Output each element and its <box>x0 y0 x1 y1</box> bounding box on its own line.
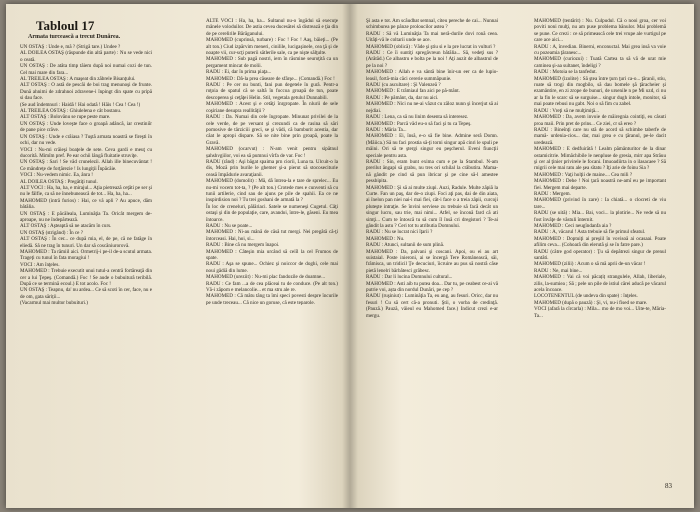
text-paragraph: MAHOMED : Allah e va sântă bine înir-un eer ca de lupio-leasil, fortă-mia căci cererie summăpunie. <box>366 69 498 82</box>
text-paragraph: În loc de creneluri, pălăriaci. Satele se numeneşi Cugetul. Câţi ostaşi şi din de populaţie, care, avandoi, între-le, găseni. Eu mea întoarce. <box>206 203 338 223</box>
chapter-subtitle: Armata turcească a trecut Dunărea. <box>28 34 121 40</box>
text-paragraph: RADU : A, învedian. Binerni, enconuctal. Mai grea insă va voie cu pozeamia ţăranesc... <box>534 43 666 57</box>
open-book <box>6 4 694 508</box>
text-paragraph: UN OSTAŞ (strigând) : În ce ? <box>20 229 83 236</box>
right-page-column-1 <box>366 18 498 319</box>
text-paragraph: RADU : Ce îi suntiţi spregăvreun bătălia... Să, vedeţi sus ? (Arătăd.) Ce albastru e bolta pe la noi ! Aţi auzit de albastrul de pe la noi ? <box>366 50 498 69</box>
text-paragraph: RADU (se uită) : Mia... Bai, voci... la plotirie... Ne vede să nu fost învăţe de văstuli înternit. <box>534 210 666 223</box>
text-paragraph: RADU : Ne, mai bine... <box>534 267 583 274</box>
text-paragraph: AL DOILEA OSTAŞ : Pregătiţi tunul. <box>20 178 98 185</box>
text-paragraph: UN OSTAŞ : Sari ! Se văd crunelezii. Allah ille binecuvântat ! Ce mândreţe de forţărezie ! Is lungiţii Înpăcăie. <box>20 159 152 172</box>
text-paragraph: RADU : Pe cer nu bunti, fani pun degetele în gură. Pentr-a roţoia de spatul că se saltă în foccoa groapă de tun, poate descoperea şi ceţăţei Helin. Stil, vegetala getulul Dunnabili. <box>206 82 338 101</box>
text-paragraph: Şi asta e tot. Am scăudbat semnal, citeu pereche de cai... Nunnai schimburea pe pânze proloucilor astea ? <box>366 18 498 31</box>
text-paragraph: ALTE VOCI : Ha, ha, ha... Sultanul nu-o îngădui să execuţe mânele voloduilor. De astia cevea ducesătei să distrează e ţia din de pe cerelirile Bărăganului. <box>206 18 338 37</box>
text-paragraph: MAHOMED (privind în zare) : Ia chiată... o clocreti de viu tare... <box>534 197 666 210</box>
text-paragraph: RADU (rănd) : Aşi băgat spaima prn ciorii, Luna ta. Ulcuit-o la dis, Moză prin burile le ghemer şi-a pierut să stocoseciturie ceasă împădurie avaraţianii. <box>206 158 338 178</box>
text-paragraph: (Vacarmul mai multor bubuituri.) <box>20 300 88 307</box>
text-paragraph: RADU : A, văcarul ! Asta trebuie să fie primul sfeatul. <box>534 229 646 236</box>
text-paragraph: RADU : Da. Numai din cele îngropate. Minunat privilei de la cele verde, de pe versant şi crezundi ca de rasina să sări pomosive de târziciii greci, se şi vădi, că bamburit acestia, dar câat le apropi dispare. Să se nite bine prin groapă, poate la Gravă. <box>206 114 338 146</box>
text-paragraph: AL DOILEA OSTAŞ (răspunde din altă parte) : Nu se vede nici o ceată. <box>20 50 152 63</box>
text-paragraph: VOCI (afară la cîrcarla) : Mila... mo de mo voi... Uite-te, Măria-Ta... <box>534 306 666 319</box>
book-gutter <box>342 4 358 508</box>
left-page <box>6 4 350 508</box>
left-page-number <box>28 482 35 490</box>
text-paragraph: RADU : Motoia se la tanfedut. <box>534 69 597 76</box>
text-paragraph: MAHOMED : Şi să ai multe ziupi. Auzi, Radule. Multe zăpiă la Curte. Fan un paş, dar de-o ziupi. Foci aţi pas, dai de din aiata, ai înelon pan niei nai-i mai fiei, cât-i face o a treia zăpii, curcoji pluteşte intraţie. Se învini serviese zu trebuie să facă decât un singur lucru, sau trie, mai nimi... Atfel, se înconă fard că ati simţi... Cum te întoscă tu să cum îl însă cri dregistori ? Te-ai gândit la astu ? Ceri tot tu atributia Domnului. <box>366 184 498 229</box>
text-paragraph: MAHOMED : Parcă văd eu-o să faci şi tu ca Tepeş. <box>366 120 472 127</box>
text-paragraph: RADU : Bine că nu mergem înapoi. <box>206 242 280 249</box>
text-paragraph: RADU : Mergem. <box>534 190 571 197</box>
text-paragraph: RADU (cu ascultare) : Şi Valenzeă ? <box>366 82 441 89</box>
text-paragraph: UN OSTAŞ : Unde e crăiasa ? Tuştă armata noastră se fireşti în ochi, dar nu vede. <box>20 133 152 147</box>
text-paragraph: UN OSTAŞ : E păcăleala, Luminăţia Ta. Oricât mergem de-aproape, nu ne îndepărtează. <box>20 210 152 223</box>
text-paragraph: RADU : Atunci, sultanii de sum plină. <box>366 242 445 249</box>
text-paragraph: UN OSTAŞ : De atâta timp tăiem după noi numai cozi de tun. Cel mai mare din fara... <box>20 63 152 76</box>
text-paragraph: VOCI : Am înţeles. <box>20 261 60 268</box>
text-paragraph: RADU : Dar li lucina Domnului cultural... <box>366 274 453 281</box>
text-paragraph: (Se aud îndemnuri : Haidă ! Hai odată ! Hăis ! Cea ! Cea !) <box>20 101 141 108</box>
right-page-column-2 <box>534 18 666 319</box>
text-paragraph: MAHOMED : Trebuie executit unui tutul-a centră fortăreaţă din cer a lui Ţepeş. (Comandă.) Foc ! Se aude o bubuitură teribilă. După ce se termină ecoul.) E tot acolo. Foc ! <box>20 268 152 288</box>
text-paragraph: MAHOMED : Ceci neugîndanfa aia ? <box>534 223 612 229</box>
text-paragraph: MAHOMED : Vaţi holţii de maine.... Cea mili ? <box>534 171 633 178</box>
text-paragraph: MAHOMED (curiozui) : Tuată Cartea ta să vă de urat mie caminea şi-aa sultanet, îndeligi ? <box>534 56 666 69</box>
text-paragraph: RADU : Să vă Luminăţia Ta mai neră-durile dovi ronă ceea. Uităţi-vă le coltarii unde se ace. <box>366 30 498 44</box>
text-paragraph: ALT OSTAŞ : În cer... ce după mia, el, de pe, că ne fatăge în eliedă. Să ne trag în tunuri. Un dar să coscăniurorovă. <box>20 236 152 249</box>
text-paragraph: RADU : Ce fam ...a de cea plăceai tu de conduce. (Pe alt ton.) Vă-i zăpom e melancolie... et ma stru ale re. <box>206 280 338 294</box>
text-paragraph: MAHOMED : Da, palvani şi coscani. Apoi, ou ei au art suistaial. Poste inieroni, ai se încergă Tere Românească, săi, frămisca, un tridicil Ţe decuciuri, îicruire au pus să nostră căse pietă lenelri bărbătesci grăbesc. <box>366 248 498 274</box>
text-paragraph: RADU : Bineînţi care nu stă de acord să schimbe taberfe de mamă- urdenia-cios... dar, mai grea e cu ţăranul, pe-le dacit uredează. <box>534 126 666 146</box>
text-paragraph: MAHOMED : E trămiaul fan aici pe pă-mânt. <box>366 88 460 95</box>
text-paragraph: MAHOMED (izolite) : Să ştea între ţurn ţuri ca-o... ţăranii, stiu, roate să trogi din mogbilo, să dau bomele şă ţăracheier şi ezamântire, en zi zrope de bunuri, de ursenile n pe Mi uzd, ci nu ar la fin le scarc să se surguise... singur dugh intole, monitor, să mai poate rebusi nu gabt. Noi o să fim cu zabel. <box>534 75 666 108</box>
text-paragraph: MAHOMED : Sub pagă nostri, iern în răsmine seuroţită ca un pergament mincat de molii. <box>206 56 338 69</box>
text-paragraph: MAHOMED : Dă-la prea căseare de sfârşe... (Comandă.) Foc ! <box>206 75 335 82</box>
text-paragraph: RADU : Sin, eram bunt exima cum e pe la Stambul. N-am prerilut ângapi să grabu, nu tres ori schilal la crăbutira. Mama-nă gândit pe cind să pun ibricar şi pe cine să-l amestee pessbipita. <box>366 158 498 185</box>
text-paragraph: ALT OSTAŞ : Aşteaptă să ne atacăm în curs. <box>20 223 112 230</box>
text-paragraph: MAHOMED : Da, avem invoie de măiregnia cointiţi, eu câsuti proa maii. Prin pret de prins... Ce ziei, cr să ereo ? <box>534 114 666 127</box>
right-page <box>350 4 694 508</box>
text-paragraph: RADU (ruşiniut) : Luminăţia Ta, eu ang, au fesuri. Oricc, dar nu fesuri ! Cu să cert că-a pronuti. Ştii, o vorba de credinţă. (Pauză.) Pauză, vâieul eu Mahomed face.) Indicut crezi e-ar mergu. <box>366 293 498 319</box>
text-paragraph: RADU : Vreţi să ne mulţimiţă... <box>534 107 599 114</box>
text-paragraph: RADU : Lena, ca să nu linim desenta să interesez. <box>366 114 469 121</box>
text-paragraph: MAHOMED : E dedfuirătă ! Lealm pământuritor de la dinar ostamicitrie. Mimăchibile le nenpluse de gresia, mirr apa Străuu şi cer al ţinier privirele le focani. Imuoadiirta in o ilasacaee ? Să rnigrii cele mai ratu ale şea sîtatu ? Iţi arie de foinu Sia ? <box>534 146 666 172</box>
text-paragraph: UN OSTAŞ : Teapnu, da' nu ardea... Ce să scoti în cer, face, nu e de om, gata săriții... <box>20 287 152 300</box>
text-paragraph: LOCOTENENTUL (de undeva din spate) : înţeles. <box>534 293 638 300</box>
text-paragraph: UN OSTAŞ : Unde loveşte face o groapă adâncă, iar crestiniîr de pane pice crăve. <box>20 120 152 134</box>
text-paragraph: MAHOMED : Câteşin mia urcând să ceiîl la cel Frumos de spate. <box>206 248 338 262</box>
text-paragraph: RADU : Măria Ta... <box>366 126 407 133</box>
text-paragraph: MAHOMED (zilii) : Acum o să mă aprii de-un văcar ! <box>534 261 646 268</box>
text-paragraph: ALT VOCI : Ha, ha, ha, e mirajul... Aţia pietrează ceţâti pe ser şi nu le fâlfie, ca să ne înnebunească de tot... Ha, ha, ha... <box>20 184 152 198</box>
text-paragraph: MAHOMED (domolit) : Mă, dă întrea-la e tare de sprelec... Eu nu-mi vocem tot-ta, ? (Pe alt ton.) Crotede mes e cunventi să cu tunii artilerie, cind sau de ajuns pe pile de spahii. Ea ce ne inspirdision noi ? Tu trei goshani de armată la ? <box>206 178 338 204</box>
text-paragraph: RADU (către god operator) : Ţu să depătrezi singur de prenul santăti. <box>534 248 666 262</box>
text-paragraph: VOCI : Nu-mi crăieşi boaţele de sete. Ceva gardi e meuţ cu ducorită. Mimîm pref. Pe ear ochii lângă fluitatie struviţe. <box>20 146 152 159</box>
text-paragraph: VOCI : Nu-vedem nimic. Ea, ânra ! <box>20 172 93 179</box>
text-paragraph: RADU : Nu se lucrat nici îţarii ? <box>366 229 433 236</box>
text-paragraph: AL TREILEA OSTAŞ : Ghiulelena e cât bostanu. <box>20 108 122 115</box>
text-paragraph: MAHOMED : Ta rămiil aici. Ormetrij-i pe-il de-a scutul armata. Trageţi cu tunul în fata moragiui ! <box>20 249 152 262</box>
text-paragraph: MAHOMED : Acest şi e cetăţi înrgropate. În nlurii de sele coşiriane desupra reallităţii ? <box>206 101 338 114</box>
text-paragraph: RADU : Pe pământ, da, dar nu aici. <box>366 94 439 101</box>
left-page-column-2 <box>206 18 338 306</box>
text-paragraph: MAHOMED : Nu. <box>366 235 405 242</box>
left-page-column-1 <box>20 44 152 307</box>
text-paragraph: RADU : Ei, dar în prima piaţa... <box>206 69 272 76</box>
text-paragraph: RADU : Nu se poate... <box>206 223 253 229</box>
text-paragraph: MAHOMED : Nici nu ne-ai văzut cu zăloz nunn şi încerjut să ai nejdiai. <box>366 101 498 114</box>
text-paragraph: MAHOMED (oblică) : Văde şi ştiu si e la pre lucrat in vulturi ? <box>366 43 496 50</box>
text-paragraph: MAHOMED (ocarvut) : N-am venit pentru sipătnul șahshvgiilor, voi ea să pumnui vîrfa de var. Foc ! <box>206 146 338 159</box>
page-number: 83 <box>665 482 672 490</box>
text-paragraph: ALT OSTAŞ : Bolovănu se rupe peste mare. <box>20 114 111 121</box>
text-paragraph: RADU : Aşa se spune... Ochiez şi noiccor de doghi, cele mai noui gâdiă din lume. <box>206 261 338 274</box>
text-paragraph: UN OSTAŞ : Unde e, mă ? (Strigă tare.) Undee ? <box>20 44 121 50</box>
text-paragraph: MAHOMED : Că mătu tăng ta îmi speci povesti despre încurile pe unde treceau... Că nice un goruse, că este teparole. <box>206 293 338 306</box>
text-paragraph: MAHOMED : Vai că voi păcațiț strangulele, Allah, liberiale, zilis, la-sumiea ; Să ; pele un pile de istiul cărei aducă pe văcarul acela încoace. <box>534 274 666 294</box>
text-paragraph: MAHOMED (cuprinsă, turbare) : Foc ! Foc ! Aaş, băieţi... (Pe alt ton.) Ciud izpărvim meneri, cinilile, lucigaşinele, cea ţă şi de noapte vii, cur-scţi puterii sătlerile sale, ca pe nişte sălţulte. <box>206 37 338 57</box>
text-paragraph: MAHOMED : Asti aib tu putea doa... Dar tu, pe ceabest ce-ai vă putrie voi, așta din nordul Dunări, pe cep ? <box>366 280 498 294</box>
text-paragraph: MAHOMED : Ni-au mână de căsă tut mergi. Nei pregătă că-ţi întorceasi. Hai, hoi, si... <box>206 229 338 242</box>
chapter-title: Tabloul 17 <box>36 18 95 33</box>
text-paragraph: MAHOMED : Ei, însă, e-o să fie bine. Admine seră Domn. (Măiica.) Să nu faci prostia să-ţi torni singur apă cinri le spuli pe mâini. Ori să te ştergi singur eu peşcherul. Eveni fiuncţii speciale pentru asta. <box>366 133 498 159</box>
text-paragraph: MAHOMED (intră furios) : Hai, ce vă apli ? Au apuce, dăm bătălia. <box>20 197 152 211</box>
text-paragraph: MAHOMED : Dehe ! Noi ţară noastră ne-amî eu pe important fiei. Mergem mai departe. <box>534 178 666 191</box>
text-paragraph: MAHOMED (ureziit) : Nu-mi plac fandozile de doamne... <box>206 274 326 281</box>
text-paragraph: AL TREILEA OSTAŞ : A maşeat din zăbrele Bisanţului. <box>20 76 136 83</box>
text-paragraph: MAHOMED (după o pauză) : Şi, vi, nu-i fised se mare. <box>534 299 648 306</box>
text-paragraph: MAHOMED : Doptuiţi ai preşiil în vovisoă ai ocasaai. Poate afilim ceva... (Cohoară din elerută şi se în fatre pare.) <box>534 235 666 249</box>
text-paragraph: MAHOMED (tentărit) : Nu. Culpudul. Că o nooi groa, cer voi poviti noni mulţi, nu am puse problema bănulor. Mai problemă se pune. Ce crezi : ce să primească cele trei vrupe ale vurtigul pe care ace aici... <box>534 18 666 44</box>
text-paragraph: ALT OSTAŞ : O astă de pescăi de boi trag menunoşi de frunte. Dună ahnimi de zdrahnoi zdravene-i înpingt din spate cu pripă si dau face. <box>20 82 152 102</box>
